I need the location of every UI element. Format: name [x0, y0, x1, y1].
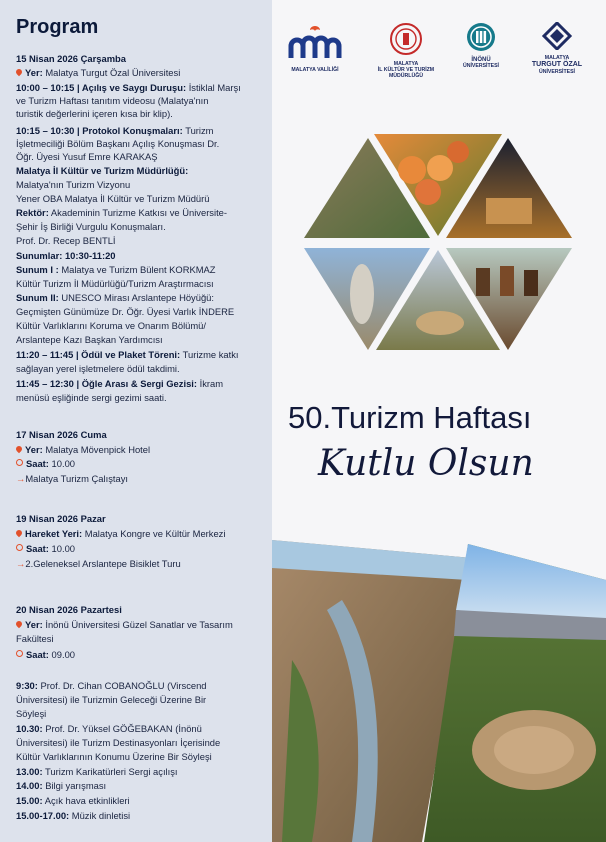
ozal-emblem-icon [542, 22, 572, 50]
day4-line: Üniversitesi) ile Turizm Destinasyonları İçerisinde [16, 737, 221, 748]
kultur-caption-3: MÜDÜRLÜĞÜ [388, 73, 423, 79]
location-pin-icon [15, 68, 23, 76]
ozal-caption-2: TURGUT ÖZAL [531, 61, 583, 68]
day1-line: Sunumlar: 10:30-11:20 [16, 250, 116, 261]
kultur-caption-1: MALATYA [393, 61, 419, 67]
inonu-caption-1: İNÖNÜ [471, 57, 491, 63]
day1-line: Yener OBA Malatya İl Kültür ve Turizm Müdürü [16, 193, 210, 204]
day2-event: →Malatya Turizm Çalıştayı [16, 473, 129, 484]
valilik-caption: MALATYA VALİLİĞİ [291, 67, 339, 73]
day1-line: menüsü eşliğinde sergi gezimi saati. [16, 392, 167, 403]
day1-line: turistik değerlerini içeren kısa bir klip). [16, 108, 173, 119]
ozal-caption-3: ÜNİVERSİTESİ [538, 69, 576, 75]
day4-line: Üniversitesi) ile Turizmin Geleceği Üzerine Bir [16, 694, 207, 705]
headline-title: 50.Turizm Haftası [288, 400, 532, 435]
kultur-caption-2: İL KÜLTÜR VE TURİZM [377, 67, 435, 73]
day1-item-lunch: 11:45 – 12:30 | Öğle Arası & Sergi Gezisi: İkram [16, 378, 224, 389]
day1-date: 15 Nisan 2026 Çarşamba [16, 53, 126, 64]
day1-line: Malatya'nın Turizm Vizyonu [16, 179, 131, 190]
day1-venue: Yer: Malatya Turgut Özal Üniversitesi [16, 67, 180, 79]
landscape-photos [272, 540, 606, 842]
clock-icon [16, 459, 23, 466]
day1-line: Şehir İş Birliği Vurgulu Konuşmaları. [16, 221, 166, 232]
hexagon-photo-collage [300, 128, 576, 360]
day3-event: →2.Geleneksel Arslantepe Bisiklet Turu [16, 558, 181, 569]
day4-item-1400: 14.00: Bilgi yarışması [16, 780, 107, 791]
program-title: Program [16, 16, 99, 38]
inonu-logo [458, 22, 504, 69]
inonu-emblem-icon [466, 22, 496, 52]
clock-icon [16, 650, 23, 657]
clock-icon [16, 544, 23, 551]
day1-line: Malatya İl Kültür ve Turizm Müdürlüğü: [16, 165, 189, 176]
day4-item-930: 9:30: Prof. Dr. Cihan COBANOĞLU (Virscend [16, 680, 207, 691]
day3-time: Saat: 10.00 [16, 543, 75, 555]
day1-line: Kültür Varlıklarını Koruma ve Onarım Bölümü/ [16, 320, 206, 331]
location-pin-icon [15, 620, 23, 628]
day1-item-sunum2: Sunum II: UNESCO Mirası Arslantepe Höyüğü: [16, 292, 214, 303]
day4-time: Saat: 09.00 [16, 649, 75, 661]
kultur-seal-icon [389, 22, 423, 56]
day1-item-award: 11:20 – 11:45 | Ödül ve Plaket Töreni: Turizme katkı [16, 349, 239, 360]
day1-line: sağlayan yerel işletmelere ödül takdimi. [16, 363, 180, 374]
day1-line: Geçmişten Günümüze Dr. Öğr. Üyesi Varlık İNDERE [16, 306, 235, 317]
logo-row [282, 22, 598, 82]
valilik-logo [284, 22, 346, 73]
day1-line: Kültür Turizm İl Müdürlüğü/Turizm Araştırmacısı [16, 278, 214, 289]
day4-item-1500: 15.00: Açık hava etkinlikleri [16, 795, 130, 806]
location-pin-icon [15, 445, 23, 453]
day3-venue: Hareket Yeri: Malatya Kongre ve Kültür Merkezi [16, 528, 225, 540]
day3-date: 19 Nisan 2026 Pazar [16, 513, 106, 524]
arrow-right-icon: → [16, 558, 26, 569]
day4-item-1030: 10.30: Prof. Dr. Yüksel GÖĞEBAKAN (İnönü [16, 723, 202, 734]
day4-item-1500-1700: 15.00-17.00: Müzik dinletisi [16, 810, 131, 821]
program-panel [0, 0, 272, 842]
day1-line: Öğr. Üyesi Yusuf Emre KARAKAŞ [16, 151, 158, 162]
location-pin-icon [15, 529, 23, 537]
day1-line: Arslantepe Kazı Başkan Yardımcısı [16, 334, 163, 345]
day4-item-1300: 13.00: Turizm Karikatürleri Sergi açılışı [16, 766, 178, 777]
day1-line: İşletmeciliği Bölüm Başkanı Açılış Konuşması Dr. [16, 138, 220, 149]
day2-venue: Yer: Malatya Mövenpick Hotel [16, 444, 150, 456]
kultur-turizm-logo [370, 22, 442, 79]
day1-item-protocol: 10:15 – 10:30 | Protokol Konuşmaları: Turizm [16, 125, 214, 136]
turgut-ozal-logo [522, 22, 592, 75]
day2-time: Saat: 10.00 [16, 458, 75, 470]
day4-date: 20 Nisan 2026 Pazartesi [16, 604, 122, 615]
day1-line: ve Turizm Haftası tanıtım videosu (Malatya'nın [16, 95, 209, 106]
day1-item-opening: 10:00 – 10:15 | Açılış ve Saygı Duruşu: İstiklal Marşı [16, 82, 241, 93]
day4-venue: Yer: İnönü Üniversitesi Güzel Sanatlar ve Tasarım [16, 619, 233, 631]
day1-item-sunum1: Sunum I : Malatya ve Turizm Bülent KORKMAZ [16, 264, 216, 275]
inonu-caption-2: ÜNİVERSİTESİ [462, 63, 500, 69]
valilik-emblem-icon [287, 22, 343, 62]
arrow-right-icon: → [16, 473, 26, 484]
headline-script: Kutlu Olsun [318, 443, 534, 484]
day4-line: Kültür Varlıklarının Konumu Üzerine Bir Söyleşi [16, 751, 212, 762]
day4-venue-cont: Fakültesi [16, 633, 54, 644]
day4-line: Söyleşi [16, 708, 47, 719]
day1-item-rector: Rektör: Akademinin Turizme Katkısı ve Üniversite- [16, 207, 228, 218]
day1-line: Prof. Dr. Recep BENTLİ [16, 235, 116, 246]
day2-date: 17 Nisan 2026 Cuma [16, 429, 107, 440]
ozal-caption-1: MALATYA [544, 55, 570, 61]
